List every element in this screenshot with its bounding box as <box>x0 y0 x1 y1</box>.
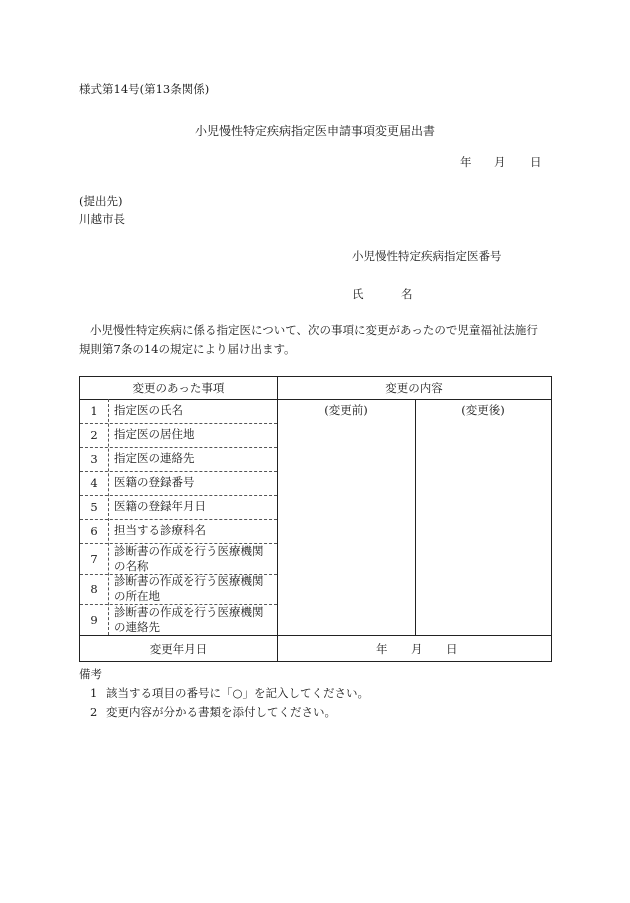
body-text-line1: 小児慢性特定疾病に係る指定医について、次の事項に変更があったので児童福祉法施行 <box>90 323 538 337</box>
table-row: 3 指定医の連絡先 <box>90 451 195 466</box>
form-id: 様式第14号(第13条関係) <box>79 82 210 96</box>
table-row: 9 診断書の作成を行う医療機関 の連絡先 <box>90 605 264 634</box>
change-table: 変更のあった事項 変更の内容 (変更前) (変更後) 1 指定医の氏名 2 指定医の居住地 3 指定医の連絡先 4 医籍の登録番号 5 医籍の登録年月日 6 担当する診療科名 7 診断書の作成を行う医療機関 の名称 8 診断書の作成を行う医療機関 の所在地 9 診断書の作成を行う医療機関 の連絡先 変更年月日 年 月 日 <box>79 376 552 662</box>
table-row: 8 診断書の作成を行う医療機関 の所在地 <box>90 574 264 603</box>
table-row: 5 医籍の登録年月日 <box>90 499 206 514</box>
recipient-label: (提出先) <box>79 194 123 208</box>
doctor-number-label: 小児慢性特定疾病指定医番号 <box>352 249 502 263</box>
table-row: 1 指定医の氏名 <box>90 403 183 418</box>
table-row: 2 指定医の居住地 <box>90 427 195 442</box>
table-row: 6 担当する診療科名 <box>90 523 206 538</box>
subheader-before: (変更前) <box>324 403 368 417</box>
footer-divider <box>80 635 551 636</box>
body-text-line2: 規則第7条の14の規定により届け出ます。 <box>79 342 296 356</box>
subheader-after: (変更後) <box>461 403 505 417</box>
header-change-content: 変更の内容 <box>385 381 443 395</box>
recipient-name: 川越市長 <box>79 212 125 226</box>
notes-title: 備考 <box>79 667 102 681</box>
footer-change-date-label: 変更年月日 <box>149 642 208 656</box>
table-row: 4 医籍の登録番号 <box>90 475 195 490</box>
column-divider-before-after <box>415 399 416 635</box>
table-row: 7 診断書の作成を行う医療機関 の名称 <box>90 544 264 573</box>
header-changed-item: 変更のあった事項 <box>132 381 225 395</box>
document-title: 小児慢性特定疾病指定医申請事項変更届出書 <box>194 124 435 138</box>
column-divider-main <box>277 377 278 661</box>
